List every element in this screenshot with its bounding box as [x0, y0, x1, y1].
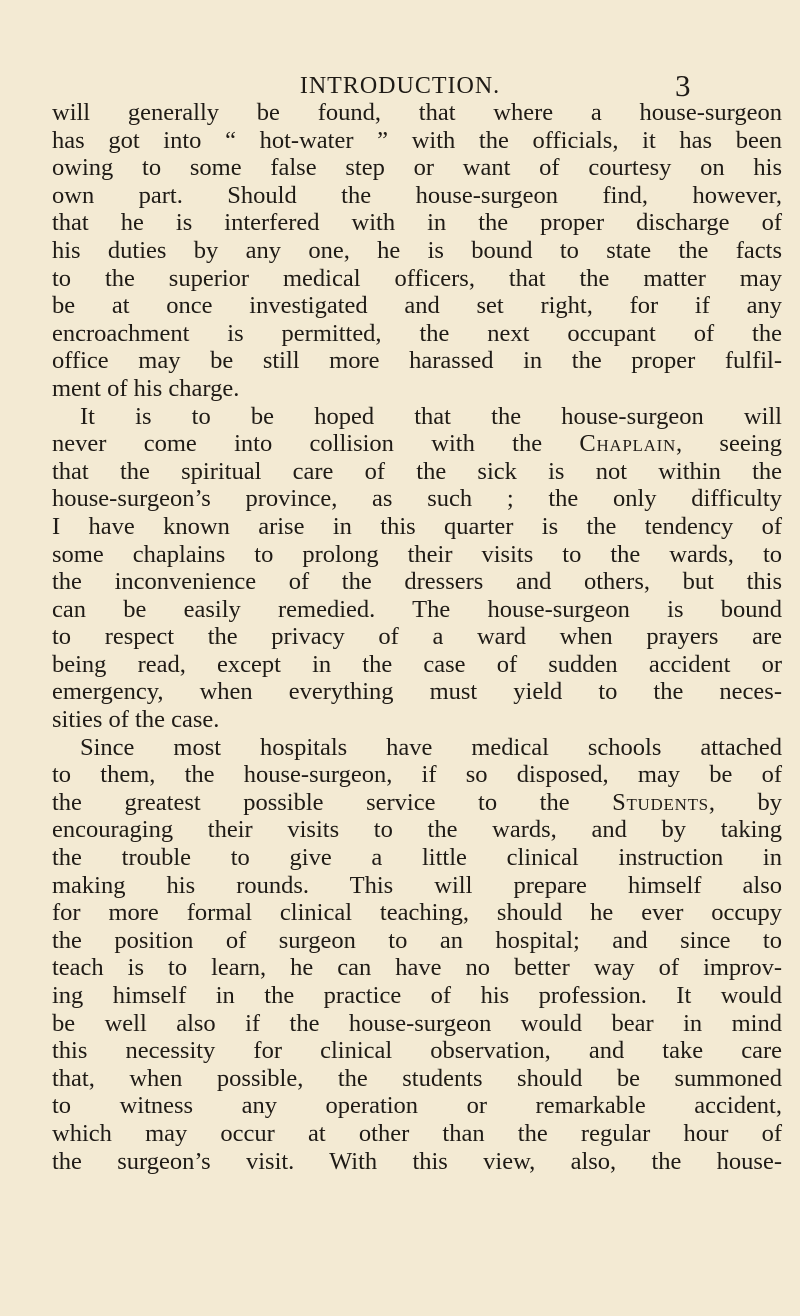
- text-line: owing to some false step or want of courtesy on his: [52, 154, 782, 182]
- text-segment: the greatest possible service to the: [52, 788, 613, 816]
- text-line: encroachment is permitted, the next occupant of the: [52, 319, 782, 347]
- text-line: some chaplains to prolong their visits to the wards, to: [52, 540, 782, 568]
- text-segment: , seeing: [675, 430, 783, 458]
- text-line: has got into “ hot-water ” with the officials, it has been: [52, 126, 782, 154]
- text-line: encouraging their visits to the wards, and by taking: [52, 816, 782, 844]
- text-line: be well also if the house-surgeon would bear in mind: [52, 1009, 782, 1037]
- text-line: that he is interfered with in the proper discharge of: [52, 209, 782, 237]
- body-text: [52, 99, 782, 1175]
- text-line: will generally be found, that where a house-surgeon: [52, 99, 782, 126]
- page-number: 3: [675, 68, 691, 103]
- text-line: for more formal clinical teaching, should he ever occupy: [52, 899, 782, 927]
- text-line: ing himself in the practice of his profession. It would: [52, 982, 782, 1009]
- small-caps-term: Students: [612, 788, 709, 816]
- text-line: the surgeon’s visit. With this view, also, the house-: [52, 1147, 782, 1175]
- text-line: this necessity for clinical observation, and take care: [52, 1037, 782, 1065]
- text-line: to them, the house-surgeon, if so disposed, may be of: [52, 761, 782, 789]
- text-line: can be easily remedied. The house-surgeon is bound: [52, 595, 782, 623]
- text-line: It is to be hoped that the house-surgeon will: [80, 402, 782, 430]
- text-segment: , by: [708, 788, 782, 816]
- text-line: [52, 430, 782, 458]
- text-line: I have known arise in this quarter is the tendency of: [52, 512, 782, 540]
- text-line: own part. Should the house-surgeon find, however,: [52, 181, 782, 209]
- text-line: that, when possible, the students should be summoned: [52, 1064, 782, 1092]
- text-line: to witness any operation or remarkable accident,: [52, 1092, 782, 1120]
- running-head: INTRODUCTION.: [299, 73, 501, 99]
- text-line: being read, except in the case of sudden accident or: [52, 650, 782, 678]
- text-line: that the spiritual care of the sick is not within the: [52, 457, 782, 485]
- text-line: which may occur at other than the regular hour of: [52, 1119, 782, 1147]
- text-line: be at once investigated and set right, for if any: [52, 292, 782, 320]
- text-line: the inconvenience of the dressers and others, but this: [52, 568, 782, 596]
- text-line: office may be still more harassed in the proper fulfil-: [52, 347, 782, 375]
- text-line: the trouble to give a little clinical instruction in: [52, 844, 782, 872]
- text-line: making his rounds. This will prepare himself also: [52, 871, 782, 899]
- text-line: his duties by any one, he is bound to state the facts: [52, 236, 782, 264]
- text-line: sities of the case.: [52, 706, 220, 734]
- text-line: Since most hospitals have medical schools attached: [80, 733, 782, 761]
- text-line: to the superior medical officers, that the matter may: [52, 264, 782, 292]
- text-segment: never come into collision with the: [52, 430, 580, 458]
- text-line: to respect the privacy of a ward when prayers are: [52, 623, 782, 651]
- text-line: the position of surgeon to an hospital; and since to: [52, 926, 782, 954]
- text-line: house-surgeon’s province, as such ; the only difficulty: [52, 485, 782, 513]
- text-line: [52, 789, 782, 817]
- text-line: ment of his charge.: [52, 374, 240, 402]
- text-line: teach is to learn, he can have no better way of improv-: [52, 954, 782, 982]
- small-caps-term: Chaplain: [579, 430, 676, 458]
- text-line: emergency, when everything must yield to the neces-: [52, 678, 782, 706]
